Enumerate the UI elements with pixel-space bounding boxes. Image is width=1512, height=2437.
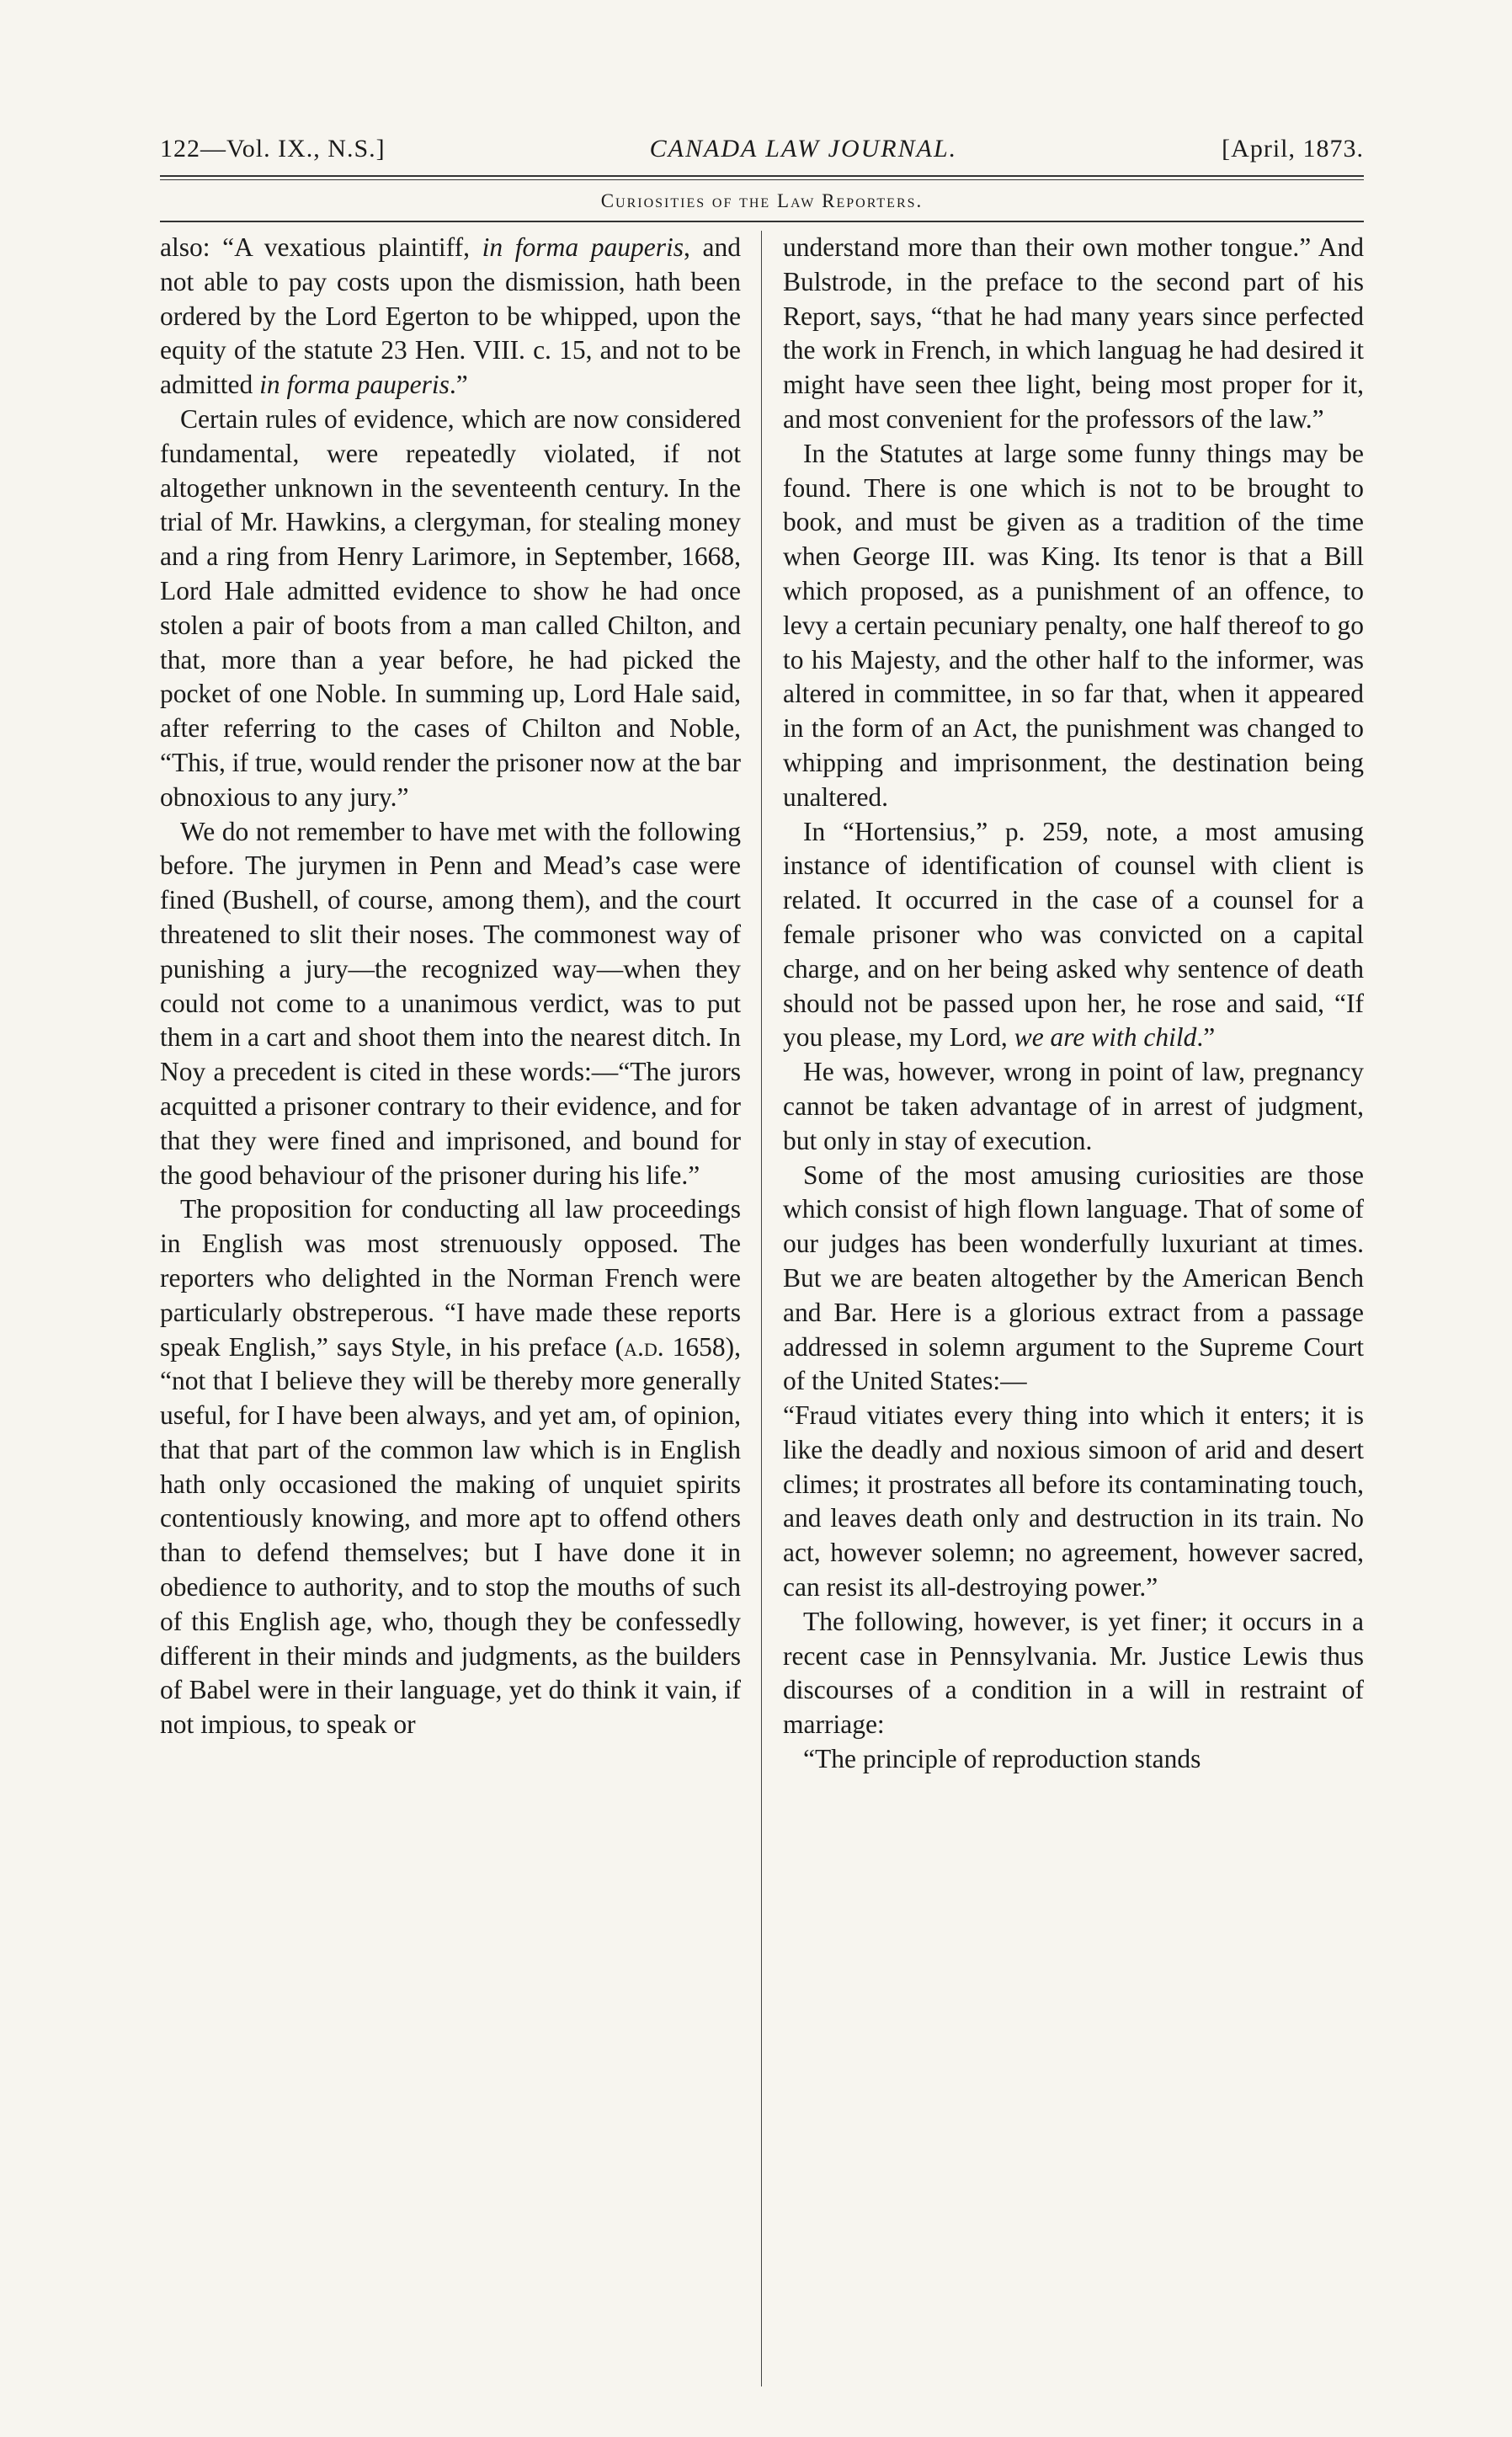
paragraph: He was, however, wrong in point of law, pregnancy cannot be taken advantage of in arrest of judgment, but only in stay of execution. [783, 1057, 1364, 1155]
italic-term: in forma pauperis [259, 370, 450, 400]
running-header [160, 135, 1364, 163]
text-columns [160, 231, 1364, 1777]
right-column [783, 231, 1364, 1777]
paragraph: understand more than their own mother tongue.” And Bulstrode, in the preface to the second part of his Report, says, “that he had many years since perfected the work in French, in which languag he had desired it might have seen thee light, being most proper for it, and most convenient for the professors of the law.” [783, 232, 1364, 434]
header-date: [April, 1873. [1222, 135, 1364, 163]
paragraph: Certain rules of evidence, which are now considered fundamental, were repeatedly violated, if not altogether unknown in the seventeenth century. In the trial of Mr. Hawkins, a clergyman, for stealing money and a ring from Henry Larimore, in September, 1668, Lord Hale admitted evidence to show he had once stolen a pair of boots from a man called Chilton, and that, more than a year before, he had picked the pocket of one Noble. In summing up, Lord Hale said, after referring to the cases of Chilton and Noble, “This, if true, would render the prisoner now at the bar obnoxious to any jury.” [160, 403, 741, 812]
header-page-volume: 122—Vol. IX., N.S.] [160, 135, 386, 163]
left-column [160, 231, 741, 1777]
journal-page [160, 135, 1364, 1777]
italic-term: in forma pauperis [482, 232, 684, 262]
text-run: The proposition for conducting all law proceedings in English was most strenuously opposed. The reporters who delighted in the Norman French were particularly obstreperous. “I have made these reports speak English,” says Style, in his preface ( [160, 1194, 741, 1362]
section-rule [160, 221, 1364, 222]
paragraph: “The principle of reproduction stands [803, 1744, 1201, 1774]
paragraph: Some of the most amusing curiosities are those which consist of high flown language. That of some of our judges has been wonderfully luxuriant at times. But we are beaten altogether by the American Bench and Bar. Here is a glorious extract from a passage addressed in solemn argument to the Supreme Court of the United States:— [783, 1160, 1364, 1396]
text-run: , and not able to pay costs upon the dismission, hath been ordered by the Lord Egerton to be whipped, upon the equity of the statute 23 Hen. VIII. c. 15, and not to be admitted [160, 232, 742, 400]
paragraph: In the Statutes at large some funny things may be found. There is one which is not to be brought to book, and must be given as a tradition of the time when George III. was King. Its tenor is that a Bill which proposed, as a punishment of an offence, to levy a certain pecuniary penalty, one half thereof to go to his Majesty, and the other half to the informer, was altered in committee, in so far that, when it appeared in the form of an Act, the punishment was changed to whipping and imprisonment, the destination being unaltered. [783, 438, 1364, 812]
text-run: also: “A vexatious plaintiff, [160, 232, 482, 262]
text-run: 1658), “not that I believe they will be thereby more generally useful, for I have been always, and yet am, of opinion, that that part of the common law which is in English hath only occasioned the making of unquiet spirits contentiously knowing, and more apt to offend others than to defend themselves; but I have done it in obedience to authority, and to stop the mouths of such of this English age, who, though they be confessedly different in their minds and judgments, as the builders of Babel were in their language, yet do think it vain, if not impious, to speak or [160, 1331, 741, 1740]
paragraph [160, 1192, 741, 1742]
paragraph: We do not remember to have met with the following before. The jurymen in Penn and Mead’s case were fined (Bushell, of course, among them), and the court threatened to slit their noses. The commonest way of punishing a jury—the recognized way—when they could not come to a unanimous verdict, was to put them in a cart and shoot them into the nearest ditch. In Noy a precedent is cited in these words:—“The jurors acquitted a prisoner contrary to their evidence, and for that they were fined and imprisoned, and bound for the good behaviour of the prisoner during his life.” [160, 816, 741, 1190]
italic-quote: we are with child [1014, 1022, 1197, 1053]
column-divider [761, 231, 762, 2386]
small-caps-text: a.d. [624, 1331, 664, 1362]
text-run: .” [449, 370, 468, 400]
paragraph [160, 231, 741, 403]
section-title: Curiosities of the Law Reporters. [600, 190, 924, 211]
text-run: In “Hortensius,” p. 259, note, a most amusing instance of identification of counsel with client is related. It occurred in the case of a counsel for a female prisoner who was convicted on a capital charge, and on her being asked why sentence of death should not be passed upon her, he rose and said, “If you please, my Lord, [783, 816, 1364, 1053]
text-run: .” [1196, 1022, 1216, 1053]
paragraph: The following, however, is yet finer; it occurs in a recent case in Pennsylvania. Mr. Justice Lewis thus discourses of a condition in a will in restraint of marriage: [783, 1606, 1364, 1740]
header-journal-title: CANADA LAW JOURNAL. [649, 135, 958, 163]
paragraph [783, 815, 1364, 1056]
block-quote: “Fraud vitiates every thing into which it enters; it is like the deadly and noxious simoon of arid and desert climes; it prostrates all before its contaminating touch, and leaves death only and destruction in its train. No act, however solemn; no agreement, however sacred, can resist its all-destroying power.” [783, 1400, 1364, 1602]
header-double-rule [160, 175, 1364, 180]
